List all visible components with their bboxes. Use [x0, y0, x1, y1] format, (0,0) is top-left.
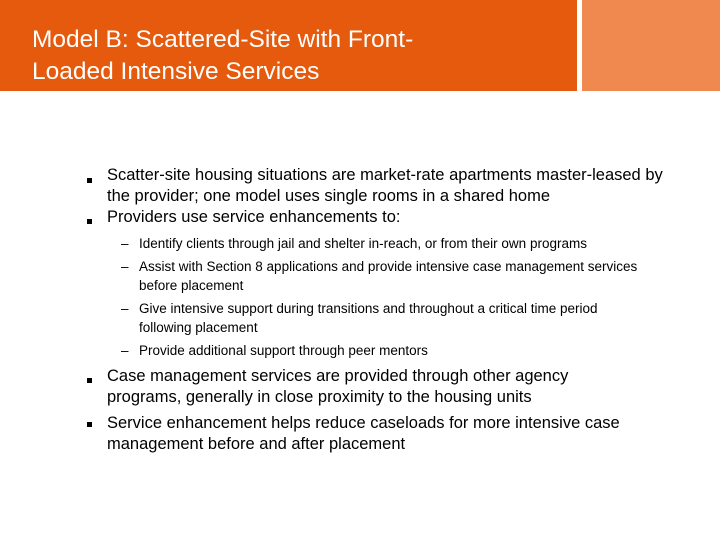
- sub-bullet-text: Give intensive support during transitions and throughout a critical time period following placement: [139, 301, 598, 335]
- sub-bullet-text: Identify clients through jail and shelter in-reach, or from their own programs: [139, 236, 587, 251]
- sub-bullet-text: Assist with Section 8 applications and provide intensive case management services before placement: [139, 259, 638, 293]
- sub-bullet-marker: –: [121, 236, 129, 251]
- slide-title: Model B: Scattered-Site with Front- Loaded Intensive Services: [32, 26, 414, 85]
- bullet-text: Scatter-site housing situations are market-rate apartments master-leased by the provider; one model uses single rooms in a shared home: [107, 166, 663, 205]
- sub-bullet-marker: –: [121, 343, 129, 358]
- sub-bullet-marker: –: [121, 301, 129, 316]
- bullet-marker: [87, 219, 92, 224]
- sub-bullet-text: Provide additional support through peer mentors: [139, 343, 428, 358]
- bullet-text: Service enhancement helps reduce caseloads for more intensive case management before and after placement: [107, 414, 620, 453]
- bullet-marker: [87, 422, 92, 427]
- sub-bullet-marker: –: [121, 259, 129, 274]
- bullet-marker: [87, 378, 92, 383]
- bullet-text: Case management services are provided through other agency programs, generally in close proximity to the housing units: [107, 367, 569, 406]
- bullet-marker: [87, 178, 92, 183]
- bullet-text: Providers use service enhancements to:: [107, 208, 401, 226]
